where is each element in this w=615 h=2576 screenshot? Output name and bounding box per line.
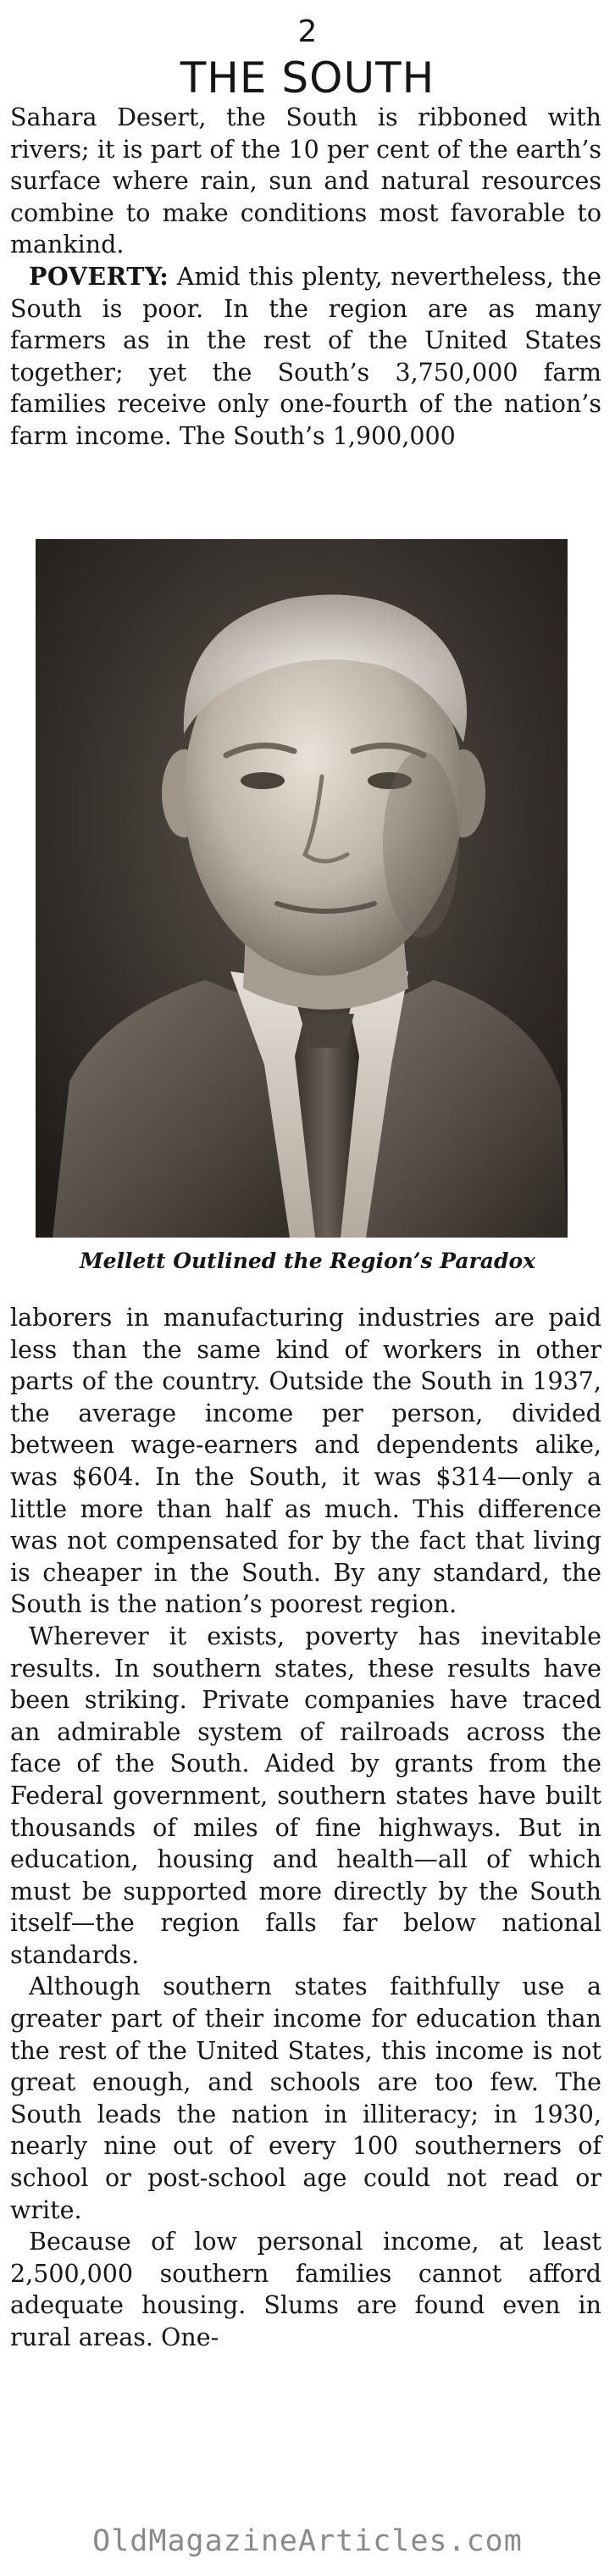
article-text-bottom [10,1302,601,2354]
article-text-top [10,102,601,453]
article-paragraph: Although southern states faithfully use a greater part of their income for education than the rest of the United States, this income is not great enough, and schools are too few. The South leads the nation in illiteracy; in 1930, nearly nine out of every 100 southerners of school or post-school age could not read or write. [10,1972,601,2224]
article-paragraph: Sahara Desert, the South is ribboned with rivers; it is part of the 10 per cent of the earth’s surface where rain, sun and natural resources combine to make conditions most favorable to mankind. [10,103,601,259]
poverty-paragraph [10,261,601,453]
poverty-text: Amid this plenty, nevertheless, the South is poor. In the region are as many farmers as in the rest of the United States together; yet the South’s 3,750,000 farm families receive only one-fourth of the nation’s farm income. The South’s 1,900,000 [10,262,601,450]
photo-caption: Mellett Outlined the Region’s Paradox [79,1249,536,1273]
poverty-kicker: POVERTY: [29,261,169,291]
page-number: 2 [297,14,318,49]
section-title: THE SOUTH [180,53,435,103]
portrait-photo [36,539,568,1238]
article-paragraph: Because of low personal income, at least 2,500,000 southern families cannot afford adequate housing. Slums are found even in rural areas. One- [10,2228,601,2351]
article-paragraph: laborers in manufacturing industries are paid less than the same kind of workers in other parts of the country. Outside the South in 1937, the average income per person, divided between wage-earners and dependents alike, was $604. In the South, it was $314—only a little more than half as much. This difference was not compensated for by the fact that living is cheaper in the South. By any standard, the South is the nation’s poorest region. [10,1304,601,1619]
article-paragraph: Wherever it exists, poverty has inevitable results. In southern states, these results have been striking. Private companies have traced an admirable system of railroads across the face of the South. Aided by grants from the Federal government, southern states have built thousands of miles of fine highways. But in education, housing and health—all of which must be supported more directly by the South itself—the region falls far below national standards. [10,1622,601,1969]
site-footer: OldMagazineArticles.com [92,2524,523,2558]
portrait-illustration [36,539,568,1238]
